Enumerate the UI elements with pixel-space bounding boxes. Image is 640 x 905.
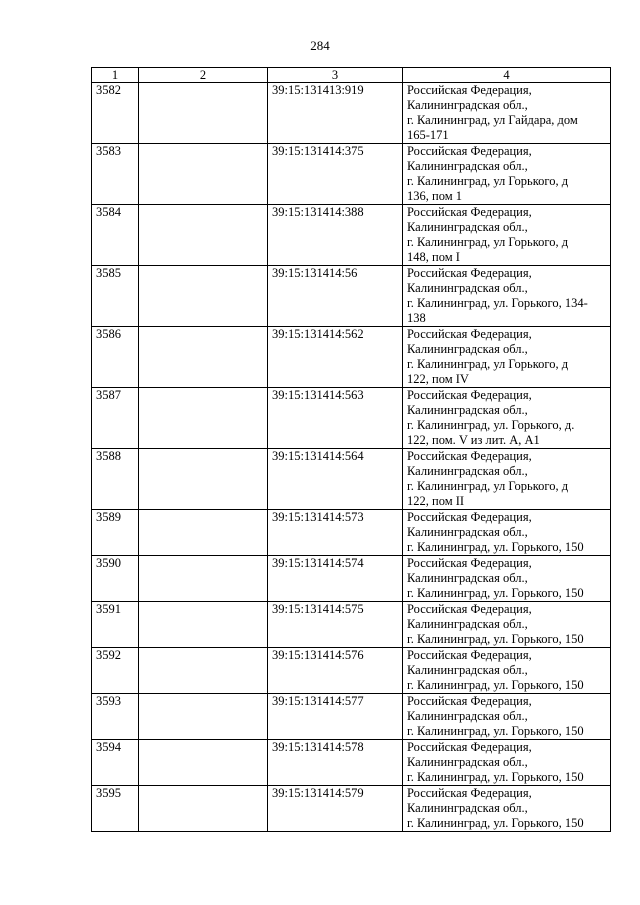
- address-line: Калининградская обл.,: [407, 663, 528, 677]
- address-line: Калининградская обл.,: [407, 464, 528, 478]
- row-address: [403, 648, 611, 694]
- header-row: [92, 68, 611, 83]
- registry-table: [91, 67, 611, 832]
- address-line: Калининградская обл.,: [407, 755, 528, 769]
- address-line: Российская Федерация,: [407, 648, 532, 662]
- table-row: [92, 449, 611, 510]
- row-cadastral-number: 39:15:131414:564: [268, 449, 403, 510]
- row-address: [403, 449, 611, 510]
- table-row: [92, 740, 611, 786]
- address-line: г. Калининград, ул Горького, д: [407, 235, 569, 249]
- address-line: Российская Федерация,: [407, 740, 532, 754]
- address-line: 122, пом II: [407, 494, 465, 508]
- row-address: [403, 205, 611, 266]
- row-cadastral-number: 39:15:131414:375: [268, 144, 403, 205]
- row-address: [403, 83, 611, 144]
- row-col-2: [139, 648, 268, 694]
- table-row: [92, 327, 611, 388]
- row-cadastral-number: 39:15:131414:574: [268, 556, 403, 602]
- address-line: г. Калининград, ул. Горького, д.: [407, 418, 575, 432]
- row-address: [403, 327, 611, 388]
- row-cadastral-number: 39:15:131414:562: [268, 327, 403, 388]
- row-address: [403, 510, 611, 556]
- address-line: Российская Федерация,: [407, 83, 532, 97]
- row-cadastral-number: 39:15:131414:577: [268, 694, 403, 740]
- row-number: 3593: [92, 694, 139, 740]
- address-line: Калининградская обл.,: [407, 342, 528, 356]
- row-number: 3590: [92, 556, 139, 602]
- address-line: г. Калининград, ул. Горького, 150: [407, 816, 584, 830]
- row-col-2: [139, 694, 268, 740]
- row-cadastral-number: 39:15:131414:56: [268, 266, 403, 327]
- row-cadastral-number: 39:15:131414:576: [268, 648, 403, 694]
- table-row: [92, 144, 611, 205]
- address-line: 122, пом IV: [407, 372, 469, 386]
- address-line: Калининградская обл.,: [407, 281, 528, 295]
- address-line: г. Калининград, ул. Горького, 150: [407, 632, 584, 646]
- address-line: Калининградская обл.,: [407, 617, 528, 631]
- address-line: г. Калининград, ул. Горького, 150: [407, 724, 584, 738]
- address-line: Калининградская обл.,: [407, 571, 528, 585]
- header-col-3: 3: [268, 68, 403, 83]
- address-line: Российская Федерация,: [407, 144, 532, 158]
- table-row: [92, 266, 611, 327]
- row-col-2: [139, 144, 268, 205]
- address-line: Российская Федерация,: [407, 694, 532, 708]
- address-line: Российская Федерация,: [407, 786, 532, 800]
- row-number: 3592: [92, 648, 139, 694]
- address-line: 136, пом 1: [407, 189, 462, 203]
- row-cadastral-number: 39:15:131414:563: [268, 388, 403, 449]
- row-number: 3588: [92, 449, 139, 510]
- table-row: [92, 83, 611, 144]
- row-cadastral-number: 39:15:131414:573: [268, 510, 403, 556]
- address-line: Российская Федерация,: [407, 388, 532, 402]
- table-row: [92, 510, 611, 556]
- row-cadastral-number: 39:15:131414:579: [268, 786, 403, 832]
- row-col-2: [139, 266, 268, 327]
- row-col-2: [139, 83, 268, 144]
- address-line: г. Калининград, ул Горького, д: [407, 479, 569, 493]
- address-line: г. Калининград, ул Горького, д: [407, 357, 569, 371]
- address-line: г. Калининград, ул Гайдара, дом: [407, 113, 578, 127]
- row-cadastral-number: 39:15:131414:388: [268, 205, 403, 266]
- table-header: [92, 68, 611, 83]
- row-address: [403, 740, 611, 786]
- address-line: г. Калининград, ул Горького, д: [407, 174, 569, 188]
- row-col-2: [139, 449, 268, 510]
- address-line: г. Калининград, ул. Горького, 150: [407, 586, 584, 600]
- header-col-1: 1: [92, 68, 139, 83]
- address-line: г. Калининград, ул. Горького, 150: [407, 678, 584, 692]
- row-number: 3594: [92, 740, 139, 786]
- address-line: Калининградская обл.,: [407, 98, 528, 112]
- address-line: Калининградская обл.,: [407, 220, 528, 234]
- row-number: 3583: [92, 144, 139, 205]
- table-row: [92, 786, 611, 832]
- row-address: [403, 602, 611, 648]
- address-line: 148, пом I: [407, 250, 460, 264]
- row-address: [403, 144, 611, 205]
- address-line: Калининградская обл.,: [407, 525, 528, 539]
- address-line: Российская Федерация,: [407, 205, 532, 219]
- address-line: Калининградская обл.,: [407, 403, 528, 417]
- address-line: Калининградская обл.,: [407, 801, 528, 815]
- row-col-2: [139, 388, 268, 449]
- address-line: Российская Федерация,: [407, 602, 532, 616]
- page-number: 284: [310, 38, 330, 53]
- row-number: 3587: [92, 388, 139, 449]
- row-cadastral-number: 39:15:131414:575: [268, 602, 403, 648]
- row-number: 3591: [92, 602, 139, 648]
- row-number: 3586: [92, 327, 139, 388]
- row-address: [403, 266, 611, 327]
- address-line: Российская Федерация,: [407, 449, 532, 463]
- address-line: 122, пом. V из лит. А, А1: [407, 433, 540, 447]
- address-line: 165-171: [407, 128, 449, 142]
- table-row: [92, 556, 611, 602]
- address-line: Российская Федерация,: [407, 327, 532, 341]
- row-col-2: [139, 205, 268, 266]
- row-col-2: [139, 327, 268, 388]
- address-line: г. Калининград, ул. Горького, 150: [407, 540, 584, 554]
- address-line: г. Калининград, ул. Горького, 134-: [407, 296, 588, 310]
- row-number: 3585: [92, 266, 139, 327]
- row-col-2: [139, 740, 268, 786]
- row-number: 3584: [92, 205, 139, 266]
- address-line: Российская Федерация,: [407, 556, 532, 570]
- address-line: 138: [407, 311, 426, 325]
- table-row: [92, 602, 611, 648]
- table-row: [92, 388, 611, 449]
- row-address: [403, 786, 611, 832]
- header-col-4: 4: [403, 68, 611, 83]
- row-address: [403, 694, 611, 740]
- row-cadastral-number: 39:15:131414:578: [268, 740, 403, 786]
- row-cadastral-number: 39:15:131413:919: [268, 83, 403, 144]
- address-line: Калининградская обл.,: [407, 709, 528, 723]
- row-number: 3595: [92, 786, 139, 832]
- table-row: [92, 648, 611, 694]
- row-col-2: [139, 602, 268, 648]
- row-address: [403, 388, 611, 449]
- address-line: Российская Федерация,: [407, 510, 532, 524]
- table-body: [92, 83, 611, 832]
- row-col-2: [139, 786, 268, 832]
- header-col-2: 2: [139, 68, 268, 83]
- table-row: [92, 694, 611, 740]
- row-col-2: [139, 556, 268, 602]
- row-address: [403, 556, 611, 602]
- address-line: Российская Федерация,: [407, 266, 532, 280]
- address-line: Калининградская обл.,: [407, 159, 528, 173]
- address-line: г. Калининград, ул. Горького, 150: [407, 770, 584, 784]
- row-number: 3582: [92, 83, 139, 144]
- row-number: 3589: [92, 510, 139, 556]
- row-col-2: [139, 510, 268, 556]
- table-row: [92, 205, 611, 266]
